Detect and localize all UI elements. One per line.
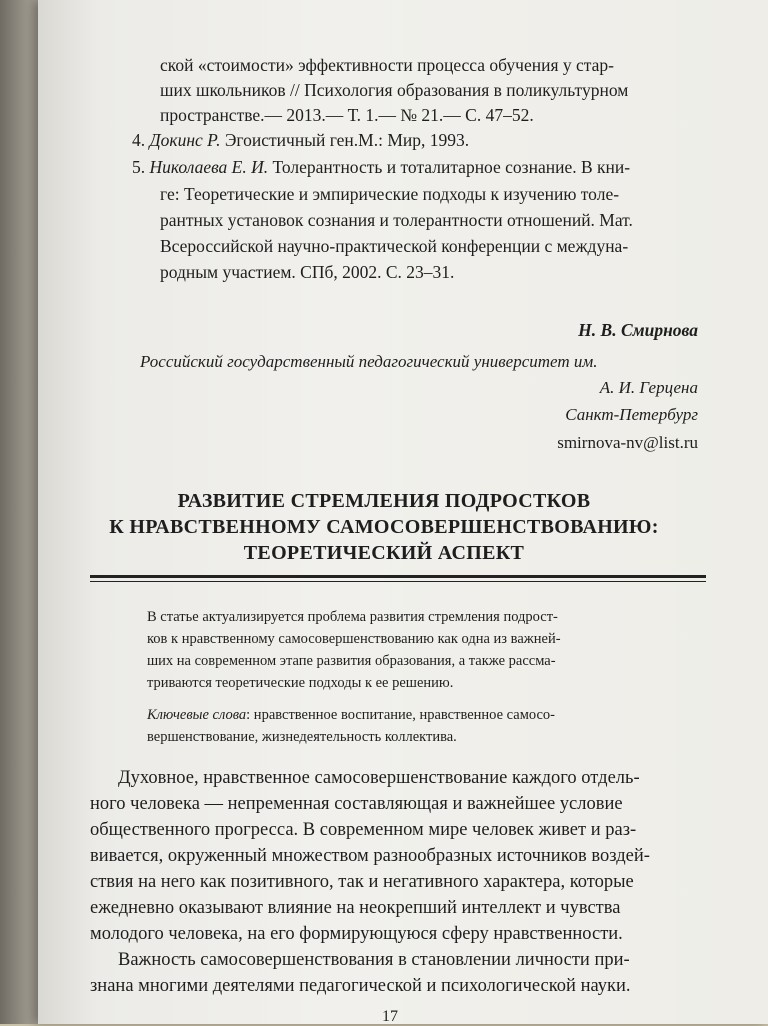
keywords-line2: вершенствование, жизнедеятельность коллектива. bbox=[147, 729, 457, 745]
ref3-line3: пространстве.— 2013.— Т. 1.— № 21.— С. 47–52. bbox=[160, 105, 534, 125]
affiliation-line1: Российский государственный педагогический университет им. bbox=[140, 352, 598, 371]
body-line1: Духовное, нравственное самосовершенствование каждого отдель- bbox=[118, 768, 640, 788]
ref5-line1-rest: Толерантность и тоталитарное сознание. В кни- bbox=[268, 157, 631, 177]
body-line5: ствия на него как позитивного, так и негативного характера, которые bbox=[90, 872, 634, 892]
affiliation-city: Санкт-Петербург bbox=[565, 405, 698, 424]
ref5-author: Николаева Е. И. bbox=[149, 157, 269, 177]
ref5-line5: родным участием. СПб, 2002. С. 23–31. bbox=[160, 262, 455, 282]
author-name: Н. В. Смирнова bbox=[578, 320, 698, 340]
ref4 bbox=[132, 128, 469, 153]
body-line4: вивается, окруженный множеством разнообразных источников воздей- bbox=[90, 846, 650, 866]
article-title-line3: ТЕОРЕТИЧЕСКИЙ АСПЕКТ bbox=[243, 542, 525, 564]
body-line6: ежедневно оказывают влияние на неокрепший интеллект и чувства bbox=[90, 898, 621, 918]
body-line3: общественного прогресса. В современном мире человек живет и раз- bbox=[90, 820, 637, 840]
article-title-line1: РАЗВИТИЕ СТРЕМЛЕНИЯ ПОДРОСТКОВ bbox=[177, 490, 591, 512]
keywords-text1: : нравственное воспитание, нравственное самосо- bbox=[246, 707, 555, 723]
ref3-line1: ской «стоимости» эффективности процесса обучения у стар- bbox=[160, 55, 614, 75]
abstract-line3: ших на современном этапе развития образования, а также рассма- bbox=[147, 653, 556, 669]
title-rule-thick bbox=[90, 575, 706, 578]
title-rule-thin bbox=[90, 581, 706, 582]
article-title-line2: К НРАВСТВЕННОМУ САМОСОВЕРШЕНСТВОВАНИЮ: bbox=[109, 516, 659, 538]
ref3-line2: ших школьников // Психология образования в поликультурном bbox=[160, 80, 629, 100]
body-line8: Важность самосовершенствования в становлении личности при- bbox=[118, 950, 630, 970]
author-email: smirnova-nv@list.ru bbox=[557, 433, 698, 452]
abstract-line4: триваются теоретические подходы к ее решению. bbox=[147, 675, 454, 691]
ref5-line2: ге: Теоретические и эмпирические подходы к изучению толе- bbox=[160, 184, 620, 204]
abstract-line2: ков к нравственному самосовершенствованию как одна из важней- bbox=[147, 631, 561, 647]
ref5-line4: Всероссийской научно-практической конференции с междуна- bbox=[160, 236, 629, 256]
keywords-label: Ключевые слова bbox=[147, 707, 247, 723]
ref5-number: 5. bbox=[132, 157, 146, 177]
ref5-line3: рантных установок сознания и толерантности отношений. Мат. bbox=[160, 210, 633, 230]
ref5-line1 bbox=[132, 155, 630, 180]
ref4-author: Докинс Р. bbox=[149, 130, 221, 150]
page-number: 17 bbox=[382, 1008, 398, 1025]
body-line7: молодого человека, на его формирующуюся сферу нравственности. bbox=[90, 924, 623, 944]
body-line2: ного человека — непременная составляющая и важнейшее условие bbox=[90, 794, 623, 814]
ref4-text: Эгоистичный ген.М.: Мир, 1993. bbox=[220, 130, 470, 150]
affiliation-line2: А. И. Герцена bbox=[599, 378, 698, 397]
keywords-line1 bbox=[147, 704, 555, 726]
body-line9: знана многими деятелями педагогической и психологической науки. bbox=[90, 976, 631, 996]
abstract-line1: В статье актуализируется проблема развития стремления подрост- bbox=[147, 609, 558, 625]
ref4-number: 4. bbox=[132, 130, 146, 150]
